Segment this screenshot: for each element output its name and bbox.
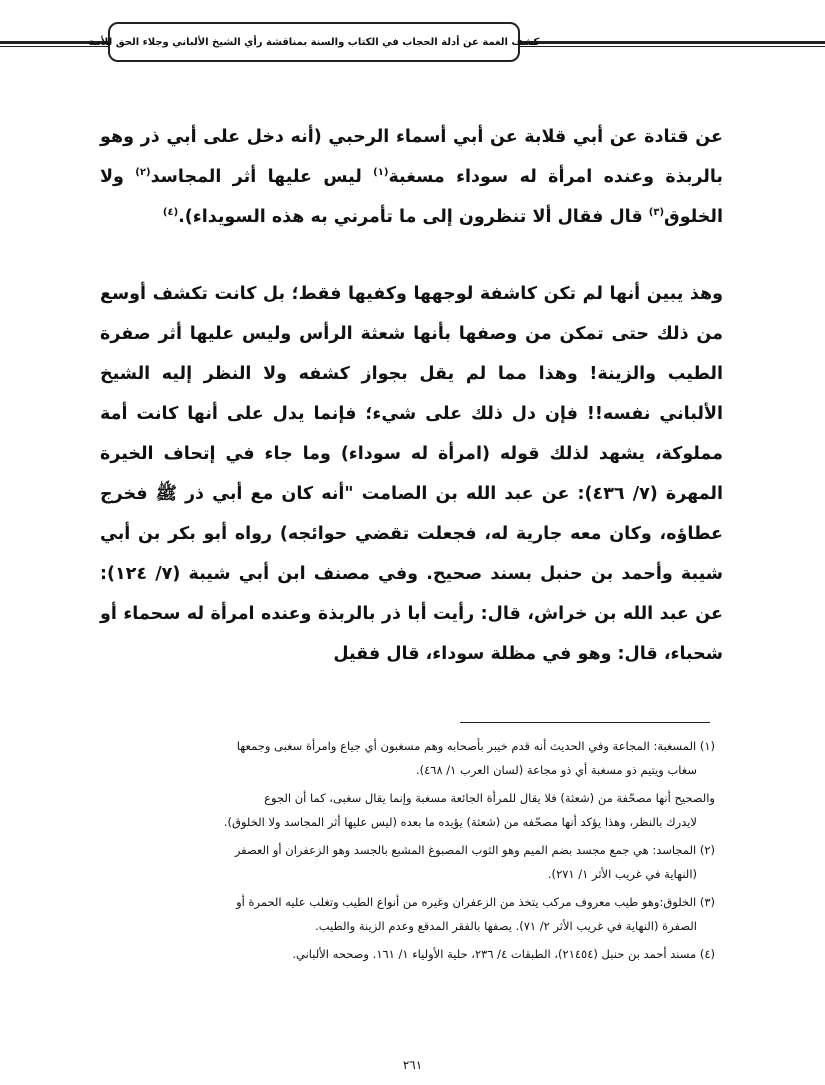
- footnote-ref-2[interactable]: (٢): [135, 167, 151, 179]
- footnote-number: (٣): [699, 895, 715, 909]
- footnote-4: [100, 942, 715, 966]
- footnote-number: (٢): [699, 843, 715, 857]
- footnote-ref-3[interactable]: (٣): [648, 207, 665, 219]
- running-title: كشف الغمة عن أدلة الحجاب في الكتاب والسنة بمناقشة رأي الشيخ الألباني وجلاء الحق للأمة: [88, 36, 540, 48]
- footnote-text: الخلوق:وهو طيب معروف مركب يتخذ من الزعفران وغيره من أنواع الطيب وتغلب عليه الحمرة أو: [236, 895, 697, 909]
- paragraph-1: [100, 117, 723, 237]
- para1-text-a: عن قتادة عن أبي قلابة عن أبي أسماء الرحبي (أنه دخل على أبي ذر وهو بالربذة وعنده امرأة له: [100, 127, 723, 187]
- running-header: [88, 22, 540, 62]
- footnote-text: مسند أحمد بن حنبل (٢١٤٥٤)، الطبقات ٤/ ٢٣٦، حلية الأولياء ١/ ١٦١. وصححه الألباني.: [292, 947, 697, 961]
- para1-text-f: قال فقال ألا تنظرون إلى ما تأمرني به هذه السويداء).: [178, 207, 649, 227]
- footnote-divider: [460, 722, 710, 723]
- footnote-text: المسغبة: المجاعة وفي الحديث أنه قدم خيبر بأصحابه وهم مسغبون أي جياع وامرأة سغبى وجمعها: [236, 739, 697, 753]
- para1-text-b: سوداء: [456, 167, 509, 187]
- paragraph-2: [100, 274, 723, 674]
- para1-text-d: ليس عليها أثر المجاسد: [150, 167, 374, 187]
- footnote-3: [100, 890, 715, 938]
- footnote-1: [100, 734, 715, 782]
- footnote-text-cont: (النهاية في غريب الأثر ١/ ٢٧١).: [547, 867, 697, 881]
- footnote-text-cont: لايدرك بالنظر، وهذا يؤكد أنها مصحّفه من (شعثة) يؤيده ما بعده (ليس عليها أثر المجاسد ولا الخلوق).: [223, 815, 697, 829]
- footnote-1-note: [100, 786, 715, 834]
- footnote-2: [100, 838, 715, 886]
- footnote-text: المجاسد: هي جمع مجسد بضم الميم وهو الثوب المصبوغ المشبع بالجسد وهو الزعفران أو العصفر: [234, 843, 697, 857]
- footnote-ref-4[interactable]: (٤): [162, 207, 179, 219]
- para2-text-c: وما جاء في إتحاف الخيرة المهرة (٧/ ٤٣٦): عن عبد الله بن الصامت "أنه كان مع أبي ذر ﷺ فخرج عطاؤه، وكان معه جارية له، فجعلت تقضي حوائجه) رواه أبو بكر بن أبي شيبة وأحمد بن حنبل بسند صحيح. وفي مصنف ابن أبي شيبة (٧/ ١٢٤): عن عبد الله بن خراش، قال: رأيت أبا ذر بالربذة وعنده امرأة له سحماء أو شحباء، قال: وهو في مظلة سوداء، قال فقيل: [100, 444, 723, 664]
- para1-text-c: مسغبة: [388, 167, 457, 187]
- footnote-number: (٤): [699, 947, 715, 961]
- footnote-number: (١): [699, 739, 715, 753]
- para1-text-e: ولا الخلوق: [100, 167, 723, 227]
- footnote-text-cont: الصفرة (النهاية في غريب الأثر ٢/ ٧١). يصفها بالفقر المدقع وعدم الزينة والطيب.: [315, 919, 697, 933]
- footnote-ref-1[interactable]: (١): [373, 167, 389, 179]
- header-rule-right: [512, 41, 825, 47]
- para2-text-b: (امرأة له سوداء): [340, 444, 490, 464]
- footnote-text: والصحيح أنها مصحّفة من (شعثة) فلا يقال للمرأة الجائعة مسغبة وإنما يقال سغبى، كما أن الجوع: [264, 791, 715, 805]
- footnote-text-cont: سغاب ويتيم ذو مسغبة أي ذو مجاعة (لسان العرب ١/ ٤٦٨).: [415, 763, 697, 777]
- footnotes: [100, 734, 715, 970]
- page-number: ٢٦١: [402, 1058, 423, 1072]
- para2-text-a: وهذ يبين أنها لم تكن كاشفة لوجهها وكفيها فقط؛ بل كانت تكشف أوسع من ذلك حتى تمكن من وصفها بأنها شعثة الرأس وليس عليها أثر صفرة الطيب والزينة! وهذا مما لم يقل بجواز كشفه ولا النظر إليه الشيخ الألباني نفسه!! فإن دل ذلك على شيء؛ فإنما يدل على أنها كانت أمة مملوكة، يشهد لذلك قوله: [100, 284, 723, 464]
